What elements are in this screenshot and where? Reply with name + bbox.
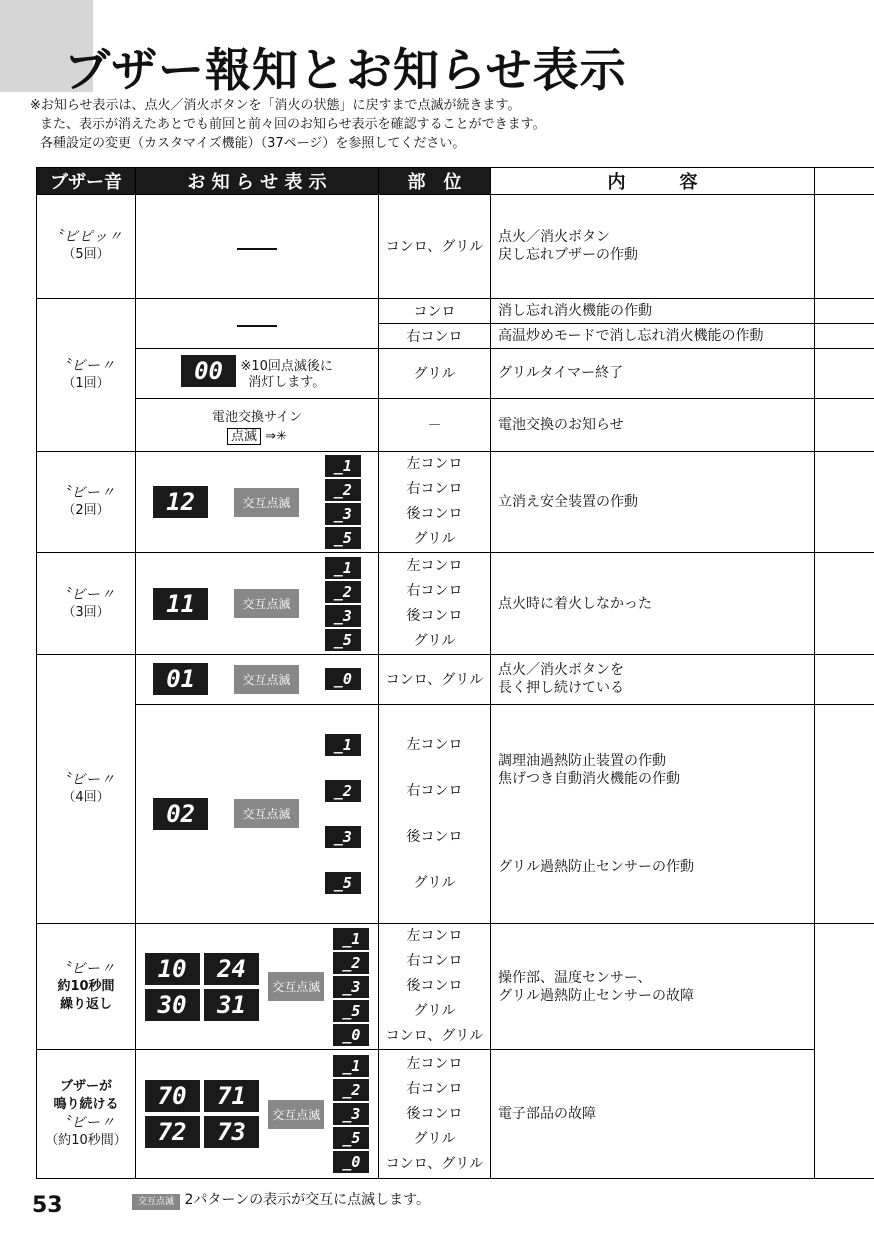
- buzzer-10s: 〝ビー〃 約10秒間 繰り返し: [37, 923, 136, 1050]
- code-00: 00: [181, 355, 236, 387]
- buzzer-5: 〝ビピッ〃 （5回）: [37, 195, 136, 298]
- page-number: 53: [32, 1193, 63, 1218]
- legend: 交互点滅 2パターンの表示が交互に点滅します。: [132, 1189, 430, 1209]
- header-display: お 知 ら せ 表 示: [136, 168, 379, 195]
- no-display-dash: [237, 248, 277, 250]
- note-line: 各種設定の変更（カスタマイズ機能）（37ページ）を参照してください。: [40, 136, 466, 151]
- alternate-blink-icon: 交互点滅: [132, 1194, 180, 1210]
- header-part: 部 位: [379, 168, 491, 195]
- header-buzzer: ブザー音: [37, 168, 136, 195]
- notes: [30, 96, 546, 153]
- page-title: ブザー報知とお知らせ表示: [64, 43, 627, 97]
- note-line: また、表示が消えたあとでも前回と前々回のお知らせ表示を確認することができます。: [40, 117, 546, 132]
- buzzer-1: 〝ビー〃 （1回）: [37, 298, 136, 452]
- note-line: ※お知らせ表示は、点火／消火ボタンを「消火の状態」に戻すまで点滅が続きます。: [30, 98, 521, 113]
- buzzer-continuous: ブザーが 鳴り続ける 〝ビー〃 （約10秒間）: [37, 1050, 136, 1179]
- buzzer-4: 〝ビー〃 （4回）: [37, 654, 136, 923]
- buzzer-2: 〝ビー〃 （2回）: [37, 452, 136, 553]
- notification-table: ブザー音 お 知 ら せ 表 示 部 位 内 容 〝ビピッ〃 （5回） コンロ、グリル 点火／消火ボタン 戻し忘れブザーの作動 〝ビー〃 （1回） コンロ 消し忘れ消火機能の作動 右コンロ 高温炒めモードで消し忘れ消火機能の作動 00 ※10回点滅後に 消灯します。 グリル グリルタイマー終了 電池交換サイン 点滅 ⇒✳ － 電池交換のお知らせ 〝ビー〃 （2回） 12 交互点滅 _1 _2 _3 _5 左コンロ 右コンロ 後コンロ グリル 立消え安全装置の作動 〝ビー〃 （3回） 11 交互点滅 _1 _2 _3 _5 左コンロ 右コンロ 後コンロ グリル 点火時に着火しなかった 〝ビー〃 （4回） 01 交互点滅 _0 コンロ、グリル 点火／消火ボタンを 長く押し続けている 02 交互点滅 _1 _2 _3 _5 左コンロ 右コンロ 後コンロ グリル 調理油過熱防止装置の作動 焦げつき自動消火機能の作動 グリル過熱防止センサーの作動 〝ビー〃 約10秒間 繰り返し 10 24 30 31 交互点滅 _1 _2 _3 _5 _0 左コンロ 右コンロ 後コンロ グリル コンロ、グリル 操作部、温度センサー、 グリル過熱防止センサーの故障 ブザーが 鳴り続ける 〝ビー〃 （約10秒間） 70 71 72 73 交互点滅 _1 _2 _3 _5 _0 左コンロ 右コンロ 後コンロ グリル コンロ、グリル 電子部品の故障: [36, 167, 874, 1179]
- header-content: 内 容: [491, 168, 815, 195]
- buzzer-3: 〝ビー〃 （3回）: [37, 553, 136, 654]
